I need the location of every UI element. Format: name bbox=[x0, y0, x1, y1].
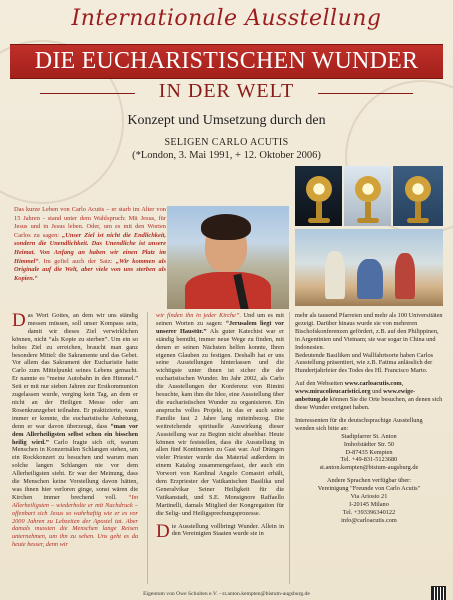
monstrance-icon bbox=[355, 176, 381, 202]
sub-title: IN DER WELT bbox=[158, 80, 295, 102]
painting-figure bbox=[357, 259, 383, 299]
portrait-shirt bbox=[185, 272, 271, 309]
contact-block-2 bbox=[295, 477, 443, 524]
col3-text: können Sie die Orte besuchen, an denen sich diese Wunder ereignet haben. bbox=[295, 396, 443, 411]
quote-intro: Das kurze Leben von Carlo Acutis – er starb im Alter von 15 Jahren - stand unter dem Wahlspruch: Mit Jesus, für Jesus und in Jesus leben. Oder, um es mit den Worten Carlos zu sagen: bbox=[14, 206, 166, 239]
contact-heading: Andere Sprachen verfügbar über: bbox=[326, 477, 412, 485]
col1-text-a: as Wort Gottes, an dem wir uns ständig messen müssen, soll unser Kompass sein, damit wir dieses Ziel verwirklichen können, nicht “als Kopie zu sterben”. Um ein so hohes Ziel zu erreichen, braucht man ganz besondere Mittel: die Sakramente und das Gebet. Vor allem das Sakrament der Eucharistie hatte Carlo zum Mittelpunkt seines Lebens gemacht. Er nannte es “meine Autobahn in den Himmel.” Seit er mit nur sieben Jahren zur Erstkommunion zugelassen wurde, verging kein Tag, an dem er nicht an der Heiligen Messe oder am Rosenkranzgebet teilnahm. Er praktizierte, wann immer er konnte, die eucharistische Anbetung, denn er war davon überzeugt, dass bbox=[12, 312, 138, 430]
link-miracolieucaristici[interactable]: www.miracolieucaristici.org bbox=[295, 388, 371, 396]
col2-text-d: Als guter Katechist war er ständig bemüht, immer neue Wege zu finden, mit denen er seinen Nächsten helfen konnte, Ihren eigenen Glauben zu festigen. Deshalb hat er uns seine Ausstellungen hinterlassen und die wichtigste unter ihnen ist sicher die der eucharistischen Wunder. Im Jahr 2002, als Carlo die Ausstellungen der Konferenz von Rimini besuchte, kam ihm die Idee, eine Ausstellung über die eucharistischen Wunder zu organisieren. Ein anspruchs volles Projekt, in das er auch seine Familie fast 2 Jahre lang miteinbezog. Die weitreichende spirituelle Auswirkung dieser Ausstellung war zu Beginn nicht absehbar. Heute können wir feststellen, dass die Ausstellung in allen fünf Kontinenten zu Gast war. Auf Drängen vieler Priester wurde das Material außerdem in einem Katalog zusammengefasst, der auch ein Vorwort von Kardinal Angelo Comastri erhält, dem Erzpriester der Vatikanischen Basilika und Generalvikar Seiner Heiligkeit für die Vatikanstadt, und S.E. Monsignore Raffaello Martinelli, damals Mitglied der Kongregation für die Selig- und Heiligsprechungsprozesse. bbox=[156, 327, 284, 517]
text-column-3 bbox=[295, 312, 443, 525]
qr-code-icon bbox=[431, 586, 446, 600]
intro-line: Konzept und Umsetzung durch den bbox=[127, 113, 326, 128]
person-line: SELIGEN CARLO ACUTIS bbox=[164, 137, 289, 148]
dropcap-d: D bbox=[156, 520, 170, 542]
quote-mid: . Im gefiel auch der Satz: bbox=[38, 257, 116, 265]
contact-line: D-87435 Kempten bbox=[345, 448, 393, 456]
col3-text: , bbox=[401, 380, 404, 388]
religious-painting bbox=[295, 229, 443, 306]
text-column-2 bbox=[156, 312, 284, 540]
column-divider bbox=[289, 312, 290, 584]
monstrance-icon bbox=[306, 176, 332, 202]
title-band bbox=[10, 44, 443, 79]
contact-email[interactable]: st.anton.kempten@bistum-augsburg.de bbox=[319, 464, 419, 472]
monstrance-photo-3 bbox=[393, 166, 443, 226]
text-column-1 bbox=[12, 312, 138, 549]
dates-line: (*London, 3. Mai 1991, + 12. Oktober 2006) bbox=[132, 150, 321, 161]
contact-line: Via Ariosto 21 bbox=[350, 493, 388, 501]
link-carloacutis[interactable]: www.carloacutis.com bbox=[344, 380, 402, 388]
col1-emphasis: “man vor dem Allerheiligsten selbst schon ein bisschen heilig wird.” bbox=[12, 422, 138, 446]
link-ewige-anbetung[interactable]: www.ewige-anbetung.de bbox=[295, 388, 416, 404]
col2-emphasis: “Jerusalem liegt vor unserer Haustür.” bbox=[156, 319, 284, 335]
quote-box bbox=[14, 206, 166, 283]
painting-figure bbox=[325, 251, 345, 299]
monstrance-icon bbox=[405, 176, 431, 202]
col1-red-quote: “Im Allerheiligsten – wiederholte er mit Nachdruck – offenbart sich Jesus so wahrhaftig wie er es vor 2000 Jahren zu Lebzeiten der Apostel tat. Aber damals mussten die Menschen lange Reisen unternehmen, um ihn zu sehen. Uns geht es da heute besser, denn wir bbox=[12, 493, 138, 549]
column-divider bbox=[147, 312, 148, 584]
contact-block-1 bbox=[295, 433, 443, 473]
col3-text: Auf den Webseiten bbox=[295, 380, 345, 388]
script-title: Internationale Ausstellung bbox=[71, 6, 382, 31]
contact-line: I-20145 Milano bbox=[349, 500, 389, 508]
col2-text-e: ie Ausstellung vollbringt Wunder. Allein in den Vereinigten Staaten wurde sie in bbox=[171, 522, 284, 538]
contact-line: Tel. +393396340122 bbox=[342, 508, 396, 516]
contact-line: Stadtpfarrer St. Anton bbox=[341, 432, 397, 440]
monstrance-photo-1 bbox=[295, 166, 342, 226]
col3-paragraph-1: mehr als tausend Pfarreien und mehr als 100 Universitäten gezeigt. Darüber hinaus wurde sie von mehreren Bischofskonferenzen gefördert, z.B. auf den Philippinen, in Argentinien und Vietnam; sie war sogar in China und Indonesien. bbox=[295, 312, 443, 351]
col3-text: und bbox=[370, 388, 384, 396]
col2-paragraph-2 bbox=[156, 520, 284, 542]
contact-line: Imhofstädter Str. 50 bbox=[343, 440, 395, 448]
monstrance-base bbox=[407, 218, 429, 223]
col3-paragraph-3 bbox=[295, 380, 443, 412]
quote-bold: „Unser Ziel ist nicht die Endlichkeit, sondern die Unendlichkeit. Das Unendliche ist unsere Heimat. Von Anfang an haben wir einen Platz im Himmel“ bbox=[14, 231, 166, 265]
quote-bold-2: „Wir kommen als Originale auf die Welt, aber viele von uns sterben als Kopien.“ bbox=[14, 257, 166, 282]
col2-text-b: Und um es mit seinen Worten zu sagen: bbox=[156, 312, 284, 327]
col1-text-c: Carlo fragte sich oft, warum Menschen in Konzertsälen Schlangen stehen, um ein Rockkonzert zu besuchen und warum man solche langen Schlangen nie vor dem Allerheiligsten sieht. Er war der Meinung, dass die Menschen keine Vorstellung davon hätten, was ihnen hier verloren ginge, sonst wären die Kirchen immer brechend voll. bbox=[12, 438, 138, 501]
contact-line: Tel. +49-831-5123680 bbox=[340, 456, 398, 464]
col3-paragraph-4: Interessenten für die deutschsprachige Ausstellung wenden sich bitte an: bbox=[295, 416, 423, 432]
main-title: DIE EUCHARISTISCHEN WUNDER bbox=[34, 48, 419, 74]
portrait-hair bbox=[201, 214, 251, 240]
rule-right bbox=[318, 93, 413, 94]
monstrance-base bbox=[308, 218, 330, 223]
painting-figure bbox=[395, 253, 415, 299]
dropcap-d: D bbox=[12, 310, 26, 331]
col3-paragraph-2: Bedeutende Basiliken und Wallfahrtsorte haben Carlos Ausstellung präsentiert, wie z.B. Fatima anlässlich der Hundertjahrfeier des Todes des Hl. Francisco Marto. bbox=[295, 351, 434, 375]
photo-grid bbox=[295, 166, 443, 306]
contact-email[interactable]: info@carloacutis.com bbox=[341, 516, 397, 524]
contact-line: Vereinigung "Freunde von Carlo Acutis" bbox=[317, 485, 421, 493]
footer: Eigentum von Owe Schulten e.V. - st.anton.kempten@bistum-augsburg.de bbox=[143, 591, 310, 597]
monstrance-base bbox=[357, 218, 379, 223]
portrait-photo bbox=[167, 206, 289, 309]
col2-red-quote: wir finden ihn in jeder Kirche”. bbox=[156, 312, 242, 319]
monstrance-photo-2 bbox=[344, 166, 391, 226]
